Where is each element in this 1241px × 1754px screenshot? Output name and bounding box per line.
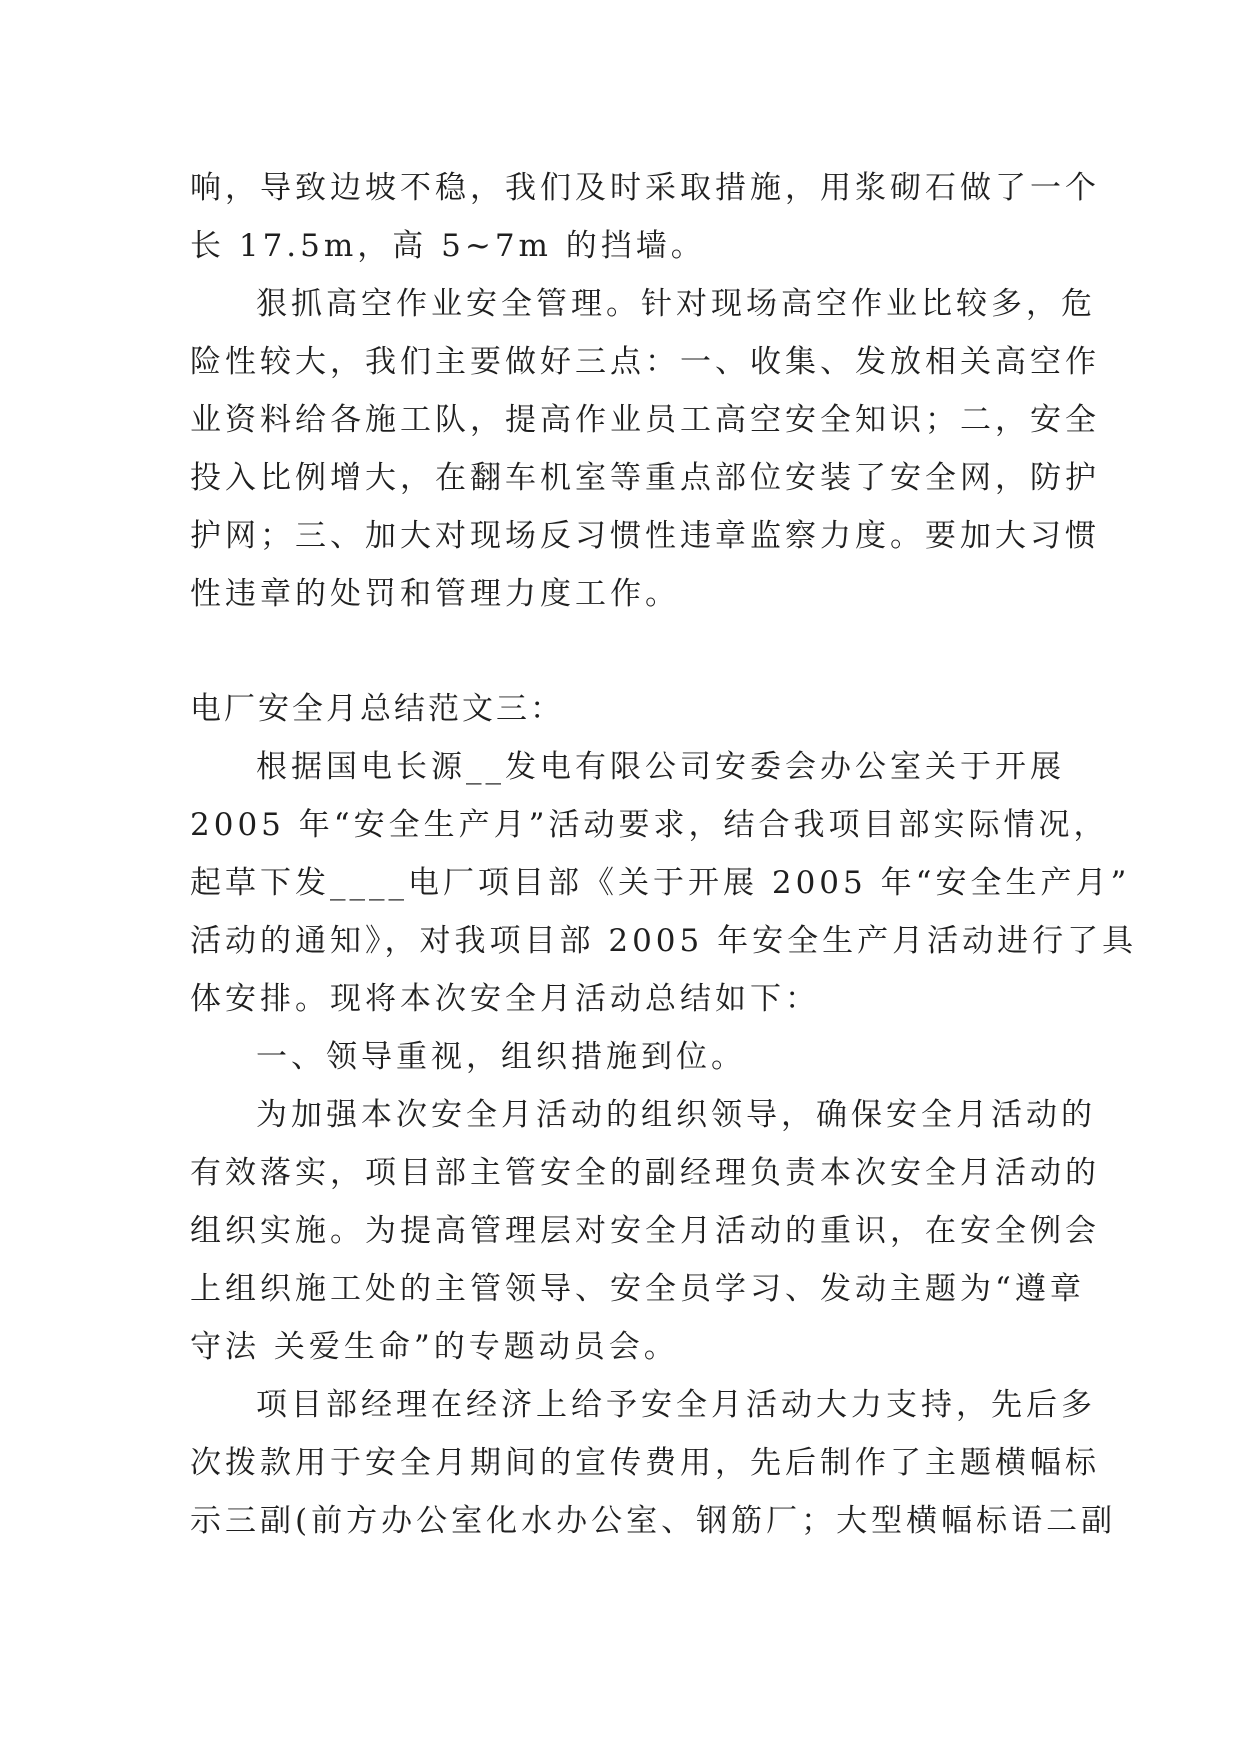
paragraph-start-line: 根据国电长源__发电有限公司安委会办公室关于开展 — [256, 749, 1065, 785]
text-line: 性违章的处罚和管理力度工作。 — [190, 576, 680, 612]
section-heading: 电厂安全月总结范文三： — [190, 691, 564, 727]
paragraph-start-line: 为加强本次安全月活动的组织领导，确保安全月活动的 — [256, 1097, 1096, 1133]
subsection-heading: 一、领导重视，组织措施到位。 — [256, 1039, 746, 1075]
text-line: 守法 关爱生命”的专题动员会。 — [190, 1329, 679, 1365]
text-line: 有效落实，项目部主管安全的副经理负责本次安全月活动的 — [190, 1155, 1100, 1191]
text-line: 体安排。现将本次安全月活动总结如下： — [190, 981, 820, 1017]
text-line: 2005 年“安全生产月”活动要求，结合我项目部实际情况， — [190, 807, 1109, 843]
text-line: 起草下发____电厂项目部《关于开展 2005 年“安全生产月” — [190, 865, 1131, 901]
text-line: 次拨款用于安全月期间的宣传费用，先后制作了主题横幅标 — [190, 1445, 1100, 1481]
text-line: 示三副(前方办公室化水办公室、钢筋厂；大型横幅标语二副 — [190, 1503, 1117, 1539]
text-line: 响，导致边坡不稳，我们及时采取措施，用浆砌石做了一个 — [190, 170, 1100, 206]
text-line: 业资料给各施工队，提高作业员工高空安全知识；二，安全 — [190, 402, 1100, 438]
text-line: 护网；三、加大对现场反习惯性违章监察力度。要加大习惯 — [190, 518, 1100, 554]
text-line: 长 17.5m，高 5~7m 的挡墙。 — [190, 228, 706, 264]
text-line: 活动的通知》，对我项目部 2005 年安全生产月活动进行了具 — [190, 923, 1138, 959]
paragraph-start-line: 项目部经理在经济上给予安全月活动大力支持，先后多 — [256, 1387, 1096, 1423]
paragraph-start-line: 狠抓高空作业安全管理。针对现场高空作业比较多，危 — [256, 286, 1096, 322]
text-line: 上组织施工处的主管领导、安全员学习、发动主题为“遵章 — [190, 1271, 1085, 1307]
text-line: 投入比例增大，在翻车机室等重点部位安装了安全网，防护 — [190, 460, 1100, 496]
text-line: 险性较大，我们主要做好三点：一、收集、发放相关高空作 — [190, 344, 1100, 380]
text-line: 组织实施。为提高管理层对安全月活动的重识，在安全例会 — [190, 1213, 1100, 1249]
